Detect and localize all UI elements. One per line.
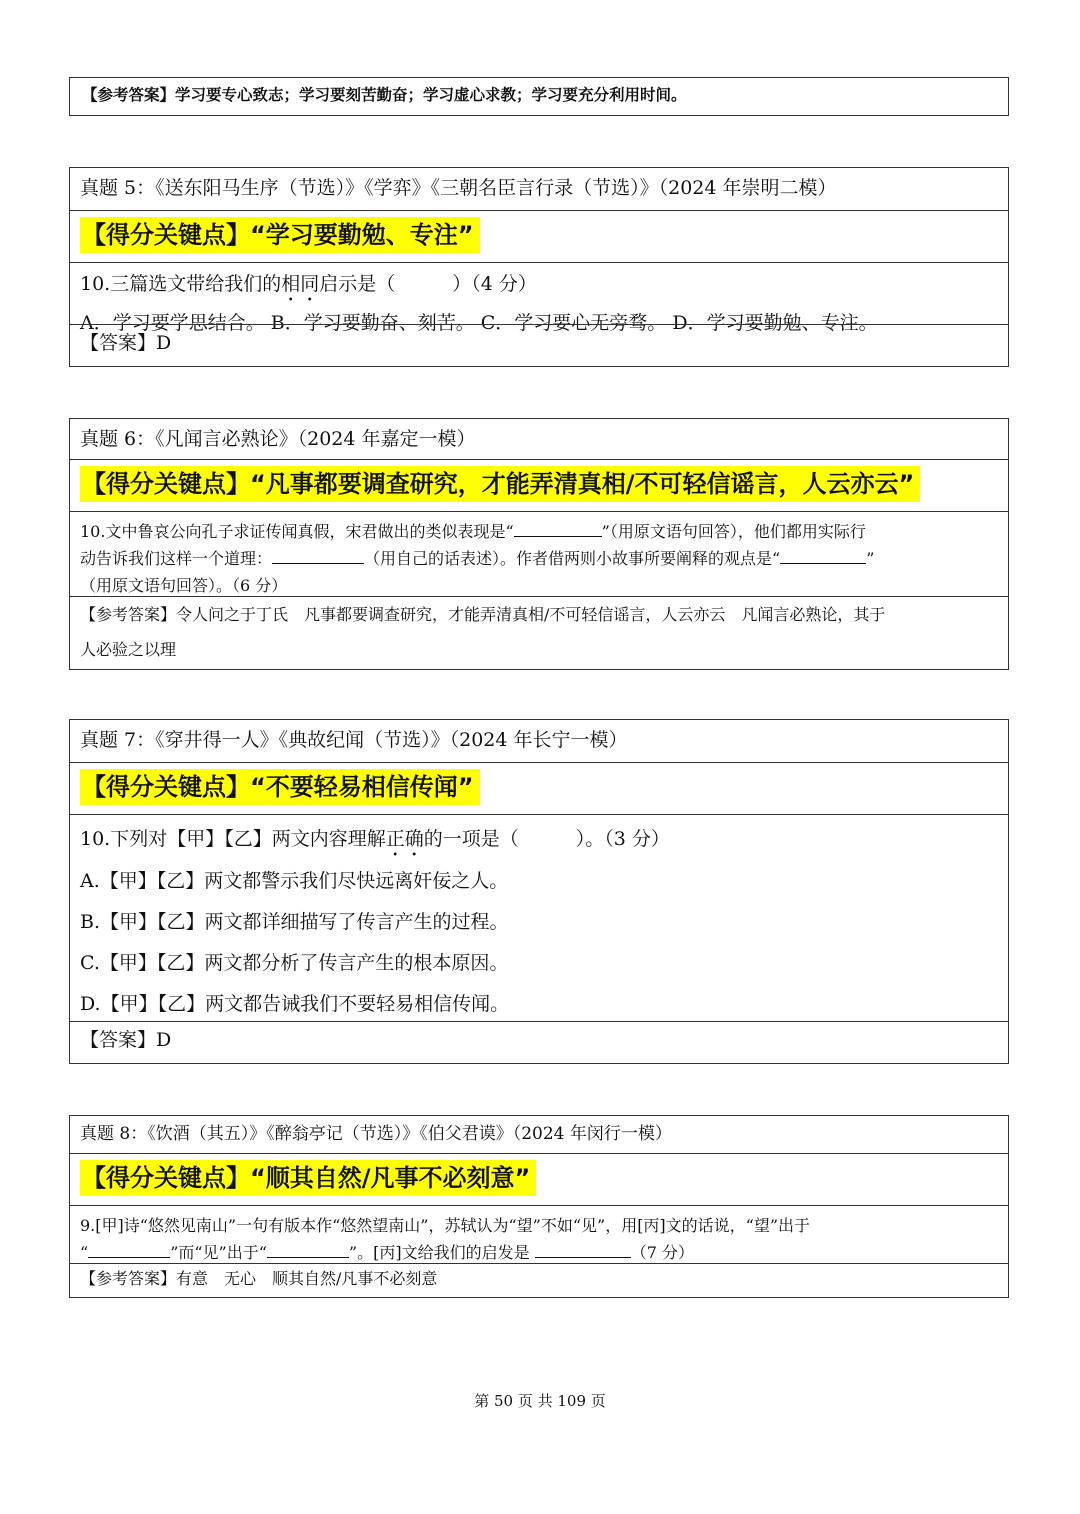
q6-box <box>69 418 1009 670</box>
q5-question-pre: 10.三篇选文带给我们的 <box>80 273 282 295</box>
q6-question-line2 <box>80 545 998 572</box>
q8-line2-d: （7 分） <box>630 1243 694 1262</box>
q8-box <box>69 1115 1009 1298</box>
q8-key-point-row <box>70 1153 1008 1205</box>
q7-key-point-row <box>70 762 1008 814</box>
q6-answer <box>70 596 1008 669</box>
q6-key-point-row <box>70 459 1008 511</box>
q6-key-point: 【得分关键点】“凡事都要调查研究，才能弄清真相/不可轻信谣言，人云亦云” <box>80 466 920 502</box>
q5-box <box>69 167 1009 367</box>
q8-blank-3 <box>535 1241 631 1258</box>
q7-question-line <box>80 819 998 861</box>
q6-line1-b: ”（用原文语句回答），他们都用实际行 <box>601 522 866 541</box>
q6-line1-a: 10.文中鲁哀公向孔子求证传闻真假，宋君做出的类似表现是“ <box>80 522 514 541</box>
q5-options: A．学习要学思结合。 B．学习要勤奋、刻苦。 C．学习要心无旁骛。 D．学习要勤勉、专注。 <box>80 312 878 334</box>
q7-option-a: A.【甲】【乙】两文都警示我们尽快远离奸佞之人。 <box>80 870 509 892</box>
q7-answer: 【答案】D <box>70 1021 1008 1063</box>
q7-option-b: B.【甲】【乙】两文都详细描写了传言产生的过程。 <box>80 911 509 933</box>
q6-line2-c: ” <box>866 549 875 568</box>
q8-line2-c: ”。[丙]文给我们的启发是 <box>348 1243 535 1262</box>
q6-blank-3 <box>780 547 866 564</box>
q6-line2-a: 动告诉我们这样一个道理： <box>80 549 273 568</box>
q6-answer-line2: 人必验之以理 <box>80 640 177 659</box>
q6-line2-b: （用自己的话表述）。作者借两则小故事所要阐释的观点是“ <box>364 549 781 568</box>
q6-title: 真题 6：《凡闻言必熟论》（2024 年嘉定一模） <box>80 428 476 450</box>
q8-question-line1: 9.[甲]诗“悠然见南山”一句有版本作“悠然望南山”，苏轼认为“望”不如“见”，用[丙]文的话说，“望”出于 <box>80 1216 811 1235</box>
q7-option-c: C.【甲】【乙】两文都分析了传言产生的根本原因。 <box>80 952 509 974</box>
q5-question <box>70 262 1008 334</box>
q7-key-point: 【得分关键点】“不要轻易相信传闻” <box>80 769 480 805</box>
q6-blank-1 <box>514 520 602 537</box>
q8-question <box>70 1205 1008 1263</box>
q5-answer: 【答案】D <box>70 324 1008 365</box>
q7-option-d: D.【甲】【乙】两文都告诫我们不要轻易相信传闻。 <box>80 993 510 1015</box>
q8-title: 真题 8：《饮酒（其五）》《醉翁亭记（节选）》《伯父君谟》（2024 年闵行一模） <box>80 1124 672 1144</box>
q7-box <box>69 719 1009 1064</box>
q8-answer: 【参考答案】有意 无心 顺其自然/凡事不必刻意 <box>70 1263 1008 1296</box>
q8-question-line2 <box>80 1239 998 1266</box>
q7-question <box>70 814 1008 1021</box>
q6-question-line1 <box>80 518 998 545</box>
q8-line2-a: “ <box>80 1243 89 1262</box>
q8-line2-b: ”而“见”出于“ <box>170 1243 267 1262</box>
q7-question-emph: 正确 <box>385 828 424 850</box>
q6-question-line3: （用原文语句回答）。（6 分） <box>80 576 288 595</box>
q7-question-post: 的一项是（ ）。（3 分） <box>423 828 670 850</box>
q5-question-emph: 相同 <box>281 273 320 295</box>
q7-question-pre: 10.下列对【甲】【乙】两文内容理解 <box>80 828 386 850</box>
q5-key-point: 【得分关键点】“学习要勤勉、专注” <box>80 217 480 253</box>
q6-question <box>70 511 1008 596</box>
q6-answer-line1: 【参考答案】令人问之于丁氏 凡事都要调查研究，才能弄清真相/不可轻信谣言，人云亦云 凡闻言必熟论，其于 <box>80 605 886 624</box>
q8-blank-1 <box>88 1241 170 1258</box>
q5-key-point-row <box>70 210 1008 262</box>
q5-title: 真题 5：《送东阳马生序（节选）》《学弈》《三朝名臣言行录（节选）》（2024 年崇明二模） <box>80 177 837 199</box>
q5-question-line <box>80 267 998 306</box>
q6-blank-2 <box>272 547 364 564</box>
page-footer: 第 50 页 共 109 页 <box>474 1392 606 1410</box>
q7-title: 真题 7：《穿井得一人》《典故纪闻（节选）》（2024 年长宁一模） <box>80 729 628 751</box>
q8-key-point: 【得分关键点】“顺其自然/凡事不必刻意” <box>80 1160 536 1196</box>
q8-blank-2 <box>267 1241 349 1258</box>
top-answer-box <box>69 77 1009 116</box>
top-answer-text: 【参考答案】学习要专心致志；学习要刻苦勤奋；学习虚心求教；学习要充分利用时间。 <box>82 86 687 104</box>
q5-question-post: 启示是（ ）（4 分） <box>319 273 537 295</box>
